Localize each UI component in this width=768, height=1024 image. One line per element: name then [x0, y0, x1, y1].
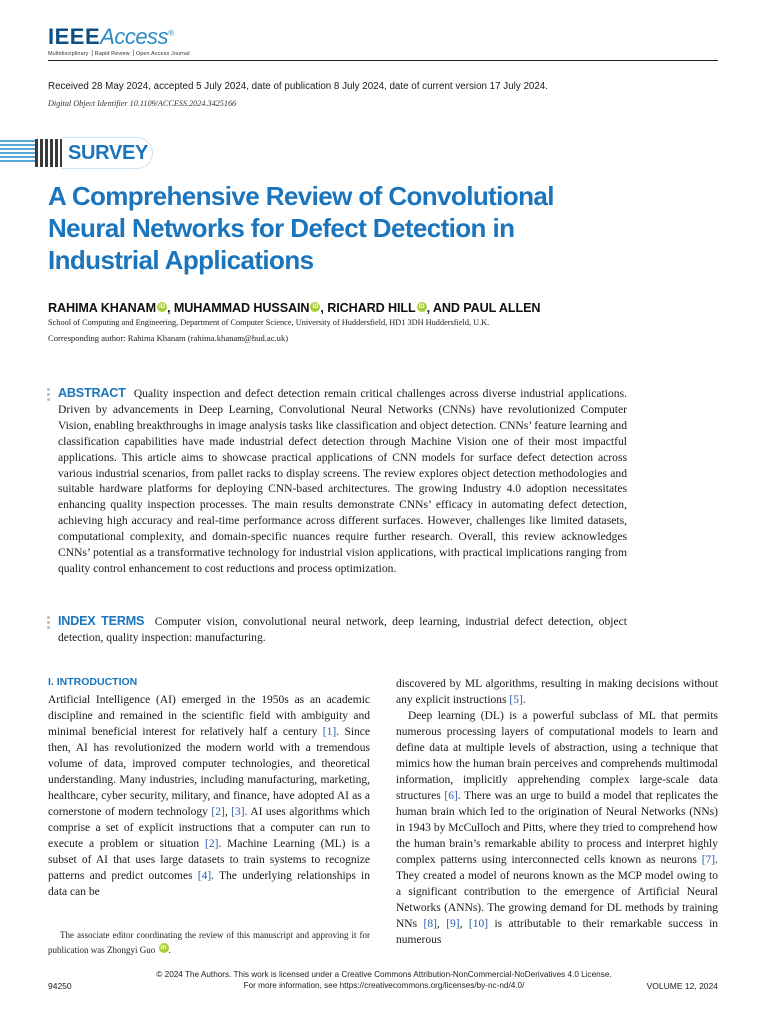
badge-stripes [0, 140, 36, 166]
orcid-icon[interactable]: iD [310, 302, 320, 312]
doi-line: Digital Object Identifier 10.1109/ACCESS.2024.3425166 [48, 99, 237, 108]
citation-link[interactable]: [4] [197, 870, 212, 882]
license-line: © 2024 The Authors. This work is licensed under a Creative Commons Attribution-NonCommercial-NoDerivatives 4.0 License. [156, 970, 612, 979]
badge-label: SURVEY [68, 142, 149, 164]
abstract-dots-icon [47, 388, 51, 403]
author-4: , AND PAUL ALLEN [426, 301, 541, 315]
author-3: , RICHARD HILL [320, 301, 416, 315]
citation-link[interactable]: [9] [446, 918, 460, 930]
citation-link[interactable]: [1] [322, 726, 337, 738]
orcid-icon[interactable]: iD [417, 302, 427, 312]
abstract [58, 386, 627, 577]
received-dates: Received 28 May 2024, accepted 5 July 2024, date of publication 8 July 2024, date of current version 17 July 2024. [48, 81, 548, 92]
citation-link[interactable]: [5] [509, 694, 523, 706]
paragraph: discovered by ML algorithms, resulting in making decisions without any explicit instructions [5]. [396, 678, 718, 706]
logo-ieee: IEEE [48, 24, 101, 49]
index-terms-dots-icon [47, 616, 51, 631]
citation-link[interactable]: [10] [468, 918, 489, 930]
citation-link[interactable]: [2] [205, 838, 219, 850]
footnote: The associate editor coordinating the review of this manuscript and approving it for publication was Zhongyi Guo iD . [48, 930, 370, 955]
citation-link[interactable]: [6] [444, 790, 458, 802]
badge-bars [35, 139, 65, 167]
orcid-icon[interactable]: iD [160, 945, 167, 951]
paper-title: A Comprehensive Review of Convolutional Neural Networks for Defect Detection in Industrial Applications [48, 181, 554, 275]
right-column [396, 676, 718, 948]
author-2: , MUHAMMAD HUSSAIN [167, 301, 310, 315]
orcid-icon[interactable]: iD [157, 302, 167, 312]
header-divider [48, 60, 718, 61]
citation-link[interactable]: [7] [701, 854, 716, 866]
license-link[interactable]: For more information, see https://creativecommons.org/licenses/by-nc-nd/4.0/ [243, 981, 525, 990]
corresponding-author: Corresponding author: Rahima Khanam (rahima.khanam@hud.ac.uk) [48, 333, 289, 343]
citation-link[interactable]: [3] [231, 806, 245, 818]
page-number: 94250 [48, 981, 72, 991]
citation-link[interactable]: [2] [211, 806, 225, 818]
abstract-text: Quality inspection and defect detection remain critical challenges across diverse industrial applications. Driven by advancements in Deep Learning, Convolutional Neural Networks (CNNs) have revolutionized Computer Vision, enabling breakthroughs in image analysis tasks like classification and object detection. CNNs’ feature learning and classification capabilities have made industrial defect detection through Machine Vision one of their most impactful applications. This article aims to showcase practical applications of CNN models for surface defect detection across various industrial scenarios, from pallet racks to display screens. The review explores object detection methodologies and suitable hardware platforms for deploying CNN-based architectures. The growing Industry 4.0 adoption necessitates enhancing quality inspection processes. The main results demonstrate CNNs’ efficacy in automating defect detection, achieving high accuracy and real-time performance across different surfaces. However, challenges like limited datasets, computational complexity, and domain-specific nuances require further research. Overall, this review acknowledges CNNs’ potential as a transformative technology for industrial vision applications, with practical implications ranging from quality control enhancement to cost reductions and process optimization. [58, 387, 628, 575]
abstract-heading: ABSTRACT [58, 386, 126, 400]
volume-label: VOLUME 12, 2024 [646, 981, 718, 991]
citation-link[interactable]: [8] [423, 918, 437, 930]
journal-logo [48, 24, 190, 57]
author-1: RAHIMA KHANAM [48, 301, 157, 315]
index-terms-text: Computer vision, convolutional neural network, deep learning, industrial defect detection, object detection, quality inspection: manufacturing. [58, 615, 627, 644]
index-terms-heading: INDEX TERMS [58, 614, 145, 628]
logo-access: Access® [100, 24, 174, 49]
author-list [48, 301, 540, 315]
badge-label-box [62, 137, 153, 169]
survey-badge [0, 137, 154, 169]
logo-tagline: Multidisciplinary ⎟ Rapid Review ⎟ Open Access Journal [48, 51, 190, 57]
left-column [48, 692, 370, 900]
paragraph: Artificial Intelligence (AI) emerged in the 1950s as an academic discipline and remained in the scientific field with ambiguity and minimal beneficial interest for relatively half a century [1]. Since then, AI has revolutionized the modern world with a tremendous volume of data, improved computer technologies, and theoretical understanding. Many industries, including manufacturing, marketing, healthcare, cyber security, military, and finance, have adopted AI as a cornerstone of modern technology [2], [3]. AI uses algorithms which comprise a set of explicit instructions that a computer can run to execute a problem or situation [2]. Machine Learning (ML) is a subset of AI that uses large datasets to train systems to recognize patterns and predict outcomes [4]. The underlying relationships in data can be [48, 694, 370, 898]
index-terms [58, 614, 627, 646]
section-heading: I. INTRODUCTION [48, 676, 138, 688]
paragraph: Deep learning (DL) is a powerful subclass of ML that permits numerous processing layers of computational models to learn and define data at multiple levels of abstraction, using a technique that mimics how the human brain perceives and comprehends multimodal information, implicitly apprehending complex large-scale data structures [6]. There was an urge to build a model that replicates the human brain which led to the origination of Neural Networks (NNs) in 1943 by McCulloch and Pitts, where they tried to comprehend how the human brain’s remarkable ability to process and interpret highly complex patterns using interconnected cells known as neurons [7]. They created a model of neurons known as the MCP model owing to a significant contribution to the emergence of Artificial Neural Networks (ANNs). The growing demand for DL methods by training NNs [8], [9], [10] is attributable to their remarkable success in numerous [396, 710, 719, 946]
affiliation: School of Computing and Engineering, Department of Computer Science, University of Huddersfield, HD1 3DH Huddersfield, U.K. [48, 318, 490, 327]
